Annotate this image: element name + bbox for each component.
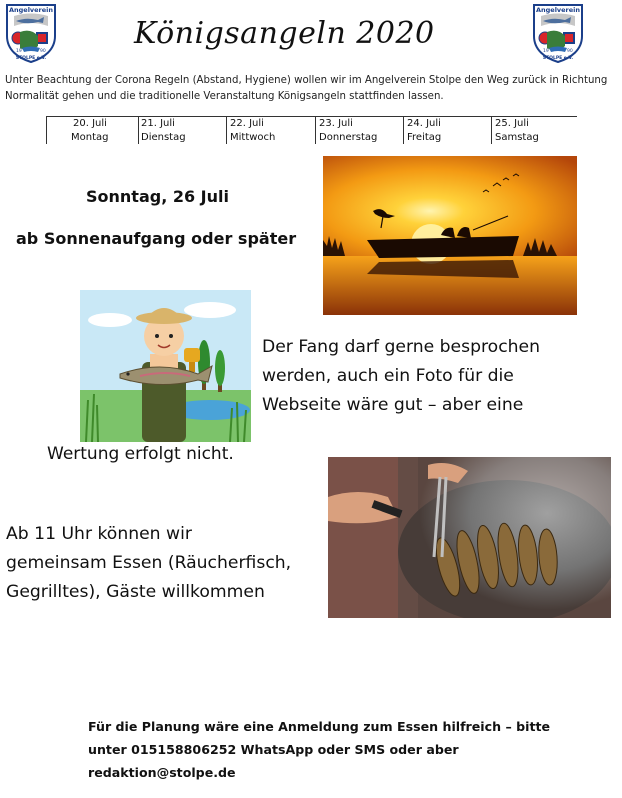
registration-line: unter 015158806252 WhatsApp oder SMS oder aber xyxy=(88,742,459,757)
calendar-day: Montag xyxy=(71,132,109,143)
fang-line: werden, auch ein Foto für die xyxy=(262,366,514,386)
essen-line: Gegrilltes), Gäste willkommen xyxy=(6,582,265,602)
logo-year-right: 90 xyxy=(567,49,573,54)
calendar-column xyxy=(491,117,539,144)
calendar-date: 21. Juli xyxy=(141,118,175,129)
calendar-column xyxy=(138,117,186,144)
calendar-day: Dienstag xyxy=(141,132,186,143)
essen-paragraph xyxy=(6,520,326,607)
calendar-date: 25. Juli xyxy=(495,118,529,129)
calendar-date: 24. Juli xyxy=(407,118,441,129)
calendar-column xyxy=(226,117,276,144)
page-title: Königsangeln 2020 xyxy=(134,16,435,51)
logo-year-left: 19 xyxy=(16,49,22,54)
calendar-day: Samstag xyxy=(495,132,539,143)
grilled-fish-photo xyxy=(328,457,611,618)
registration-note xyxy=(88,715,608,784)
cartoon-boy-fish-illustration xyxy=(80,290,251,442)
calendar-column xyxy=(315,117,378,144)
fang-line: Webseite wäre gut – aber eine xyxy=(262,395,524,415)
calendar-column xyxy=(403,117,442,144)
event-time: ab Sonnenaufgang oder später xyxy=(16,229,297,248)
fang-paragraph xyxy=(262,333,602,420)
calendar-date: 23. Juli xyxy=(319,118,353,129)
logo-bottom-text: STOLPE e.V. xyxy=(15,56,47,61)
calendar-date: 20. Juli xyxy=(73,118,107,129)
calendar-day: Mittwoch xyxy=(230,132,276,143)
logo-top-text: Angelverein xyxy=(535,6,581,14)
intro-paragraph: Unter Beachtung der Corona Regeln (Abstand, Hygiene) wollen wir im Angelverein Stolpe den Weg zurück in Richtung Normalität gehen und die traditionelle Veranstaltung Königsangeln stattfinden lassen. xyxy=(5,75,608,102)
logo-top-text: Angelverein xyxy=(8,6,54,14)
calendar-day: Freitag xyxy=(407,132,442,143)
fang-line: Der Fang darf gerne besprochen xyxy=(262,337,541,357)
essen-line: Ab 11 Uhr können wir xyxy=(6,524,192,544)
sunset-boat-photo xyxy=(323,156,577,315)
calendar-date: 22. Juli xyxy=(230,118,264,129)
week-calendar xyxy=(46,116,577,144)
logo-year-right: 90 xyxy=(40,49,46,54)
wertung-text: Wertung erfolgt nicht. xyxy=(47,444,234,464)
logo-bottom-text: STOLPE e.V. xyxy=(542,56,574,61)
registration-line: Für die Planung wäre eine Anmeldung zum Essen hilfreich – bitte xyxy=(88,719,551,734)
essen-line: gemeinsam Essen (Räucherfisch, xyxy=(6,553,292,573)
event-date: Sonntag, 26 Juli xyxy=(86,187,229,206)
logo-year-left: 19 xyxy=(543,49,549,54)
club-logo-right xyxy=(531,2,585,64)
registration-email: redaktion@stolpe.de xyxy=(88,765,236,780)
club-logo-left xyxy=(4,2,58,64)
calendar-day: Donnerstag xyxy=(319,132,378,143)
calendar-column xyxy=(46,117,109,144)
